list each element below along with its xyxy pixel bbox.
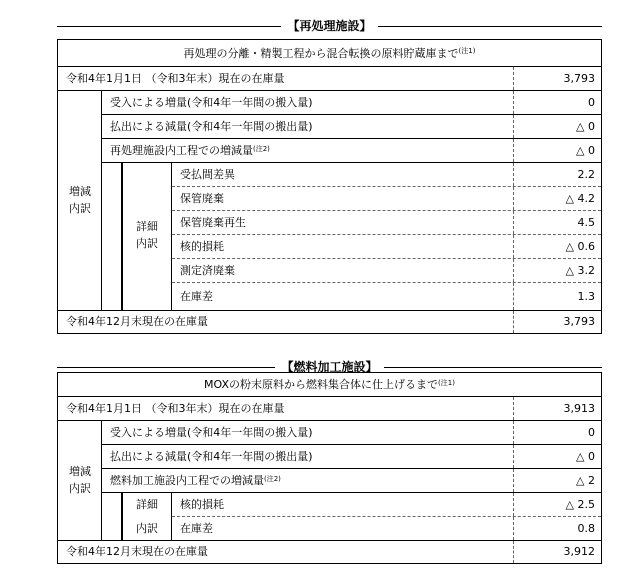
header-note: (注1) [458, 47, 476, 55]
detail-label: 受払間差異 [180, 168, 235, 181]
row-label: 払出による減量(令和4年一年間の搬出量) [110, 120, 313, 133]
group-label-cell [58, 91, 102, 311]
detail-label: 在庫差 [180, 290, 213, 303]
group-label-1: 増減 [69, 185, 91, 198]
detail-label-2: 内訳 [136, 237, 158, 250]
detail-row [172, 517, 601, 541]
row-note: (注2) [253, 145, 270, 153]
detail-value: 1.3 [513, 283, 601, 310]
detail-label-cell [122, 163, 172, 311]
detail-value: △ 0.6 [513, 235, 601, 258]
start-stock-value: 3,793 [513, 67, 601, 90]
group-label-cell [58, 421, 102, 541]
row-value: 0 [513, 91, 601, 114]
row-label: 再処理施設内工程での増減量 [110, 144, 253, 157]
detail-label: 核的損耗 [180, 240, 224, 253]
detail-value: 4.5 [513, 211, 601, 234]
detail-label: 測定済廃棄 [180, 264, 235, 277]
section-title-text: 【燃料加工施設】 [275, 360, 383, 374]
end-stock-value: 3,793 [513, 311, 601, 333]
detail-spacer [102, 163, 122, 311]
detail-row [172, 283, 601, 311]
detail-spacer [102, 493, 122, 541]
header-text: 再処理の分離・精製工程から混合転換の原料貯蔵庫まで [183, 47, 459, 60]
table-row [102, 445, 601, 469]
start-stock-row [58, 67, 601, 91]
detail-label-1: 詳細 [136, 498, 158, 511]
row-label: 受入による増量(令和4年一年間の搬入量) [110, 96, 313, 109]
group-label-2: 内訳 [69, 202, 91, 215]
detail-label-2: 内訳 [136, 522, 158, 535]
detail-label-cell [122, 493, 172, 541]
detail-value: △ 4.2 [513, 187, 601, 210]
group-label-1: 増減 [69, 465, 91, 478]
header-note: (注1) [438, 379, 455, 387]
table-row [102, 115, 601, 139]
table-row [102, 139, 601, 163]
table-row [102, 421, 601, 445]
detail-label: 在庫差 [180, 522, 213, 535]
start-stock-label: 令和4年1月1日 （令和3年末）現在の在庫量 [66, 402, 285, 415]
row-value: △ 0 [513, 115, 601, 138]
detail-value: △ 2.5 [513, 493, 601, 516]
detail-label-1: 詳細 [136, 220, 158, 233]
detail-value: 2.2 [513, 163, 601, 186]
detail-label: 保管廃棄 [180, 192, 224, 205]
row-value: 0 [513, 421, 601, 444]
detail-label: 保管廃棄再生 [180, 216, 246, 229]
row-label: 払出による減量(令和4年一年間の搬出量) [110, 450, 313, 463]
row-value: △ 2 [513, 469, 601, 492]
detail-row [172, 211, 601, 235]
group-label-2: 内訳 [69, 482, 91, 495]
reprocessing-table [57, 39, 602, 334]
table-row [102, 469, 601, 493]
end-stock-label: 令和4年12月末現在の在庫量 [66, 545, 208, 558]
table-header [58, 373, 601, 397]
end-stock-value: 3,912 [513, 541, 601, 563]
section-title-text: 【再処理施設】 [281, 19, 377, 33]
row-value: △ 0 [513, 445, 601, 468]
detail-value: △ 3.2 [513, 259, 601, 282]
header-text: MOXの粉末原料から燃料集合体に仕上げるまで [204, 378, 439, 391]
end-stock-row [58, 311, 601, 333]
row-value: △ 0 [513, 139, 601, 162]
fuel-table [57, 372, 602, 564]
end-stock-label: 令和4年12月末現在の在庫量 [66, 315, 208, 328]
detail-label: 核的損耗 [180, 498, 224, 511]
detail-row [172, 259, 601, 283]
detail-row [172, 187, 601, 211]
section-title-reprocessing [57, 18, 602, 34]
start-stock-row [58, 397, 601, 421]
row-label: 燃料加工施設内工程での増減量 [110, 474, 264, 487]
row-label: 受入による増量(令和4年一年間の搬入量) [110, 426, 313, 439]
end-stock-row [58, 541, 601, 563]
row-note: (注2) [264, 475, 281, 483]
detail-value: 0.8 [513, 517, 601, 540]
start-stock-value: 3,913 [513, 397, 601, 420]
detail-row [172, 235, 601, 259]
start-stock-label: 令和4年1月1日 （令和3年末）現在の在庫量 [66, 72, 285, 85]
table-header [58, 40, 601, 67]
detail-row [172, 493, 601, 517]
table-row [102, 91, 601, 115]
detail-row [172, 163, 601, 187]
